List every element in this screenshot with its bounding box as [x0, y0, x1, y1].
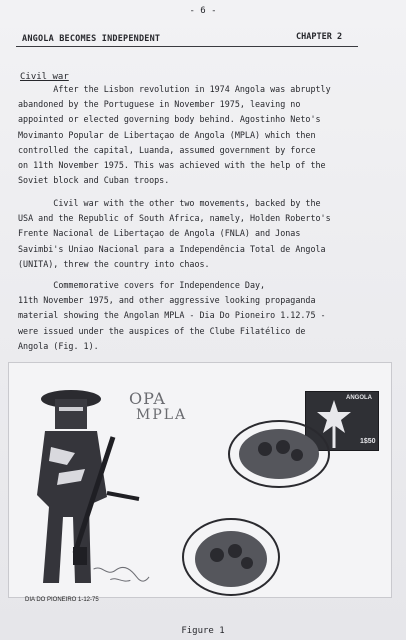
figure-caption: Figure 1 — [181, 626, 225, 636]
cover-mpla-text: MPLA — [136, 407, 188, 423]
page-number: - 6 - — [189, 6, 217, 16]
chapter-label: CHAPTER 2 — [296, 32, 343, 42]
stamp-country-text: ANGOLA — [346, 395, 372, 401]
cover-opa-text: OPA — [129, 389, 166, 408]
stamp-value-text: 1$50 — [360, 438, 376, 445]
paragraph: Commemorative covers for Independence Day, 11th November 1975, and other aggressive looking propaganda material showing the Angolan MPLA - Dia Do Pioneiro 1.12.75 - were issued under the auspices of the Clube Filatélico de Angola (Fig. 1). — [18, 280, 326, 351]
cover-caption: DIA DO PIONEIRO 1-12-75 — [25, 597, 99, 603]
header-rule — [16, 46, 358, 47]
paragraph: After the Lisbon revolution in 1974 Angola was abruptly abandoned by the Portuguese in November 1975, leaving no appointed or elected governing body behind. Agostinho Neto's Movimanto Popular de Libertaçao de Angola (MPLA) which then controlled the capital, Luanda, assumed government by force on 11th November 1975. This was achieved with the help of the Soviet block and Cuban troops. — [18, 84, 331, 186]
postmark-icon — [181, 517, 281, 597]
section-heading: Civil war — [20, 72, 69, 82]
figure-cover-image — [8, 362, 392, 603]
running-title: ANGOLA BECOMES INDEPENDENT — [22, 34, 161, 44]
paragraph: Civil war with the other two movements, backed by the USA and the Republic of South Africa, namely, Holden Roberto's Frente Nacional de Libertaçao de Angola (FNLA) and Jonas Savimbi's Uniao Nacional para a Independência Total de Angola (UNITA), threw the country into chaos. — [18, 198, 331, 269]
soldier-illustration — [15, 377, 143, 589]
postmark-icon — [227, 419, 331, 489]
